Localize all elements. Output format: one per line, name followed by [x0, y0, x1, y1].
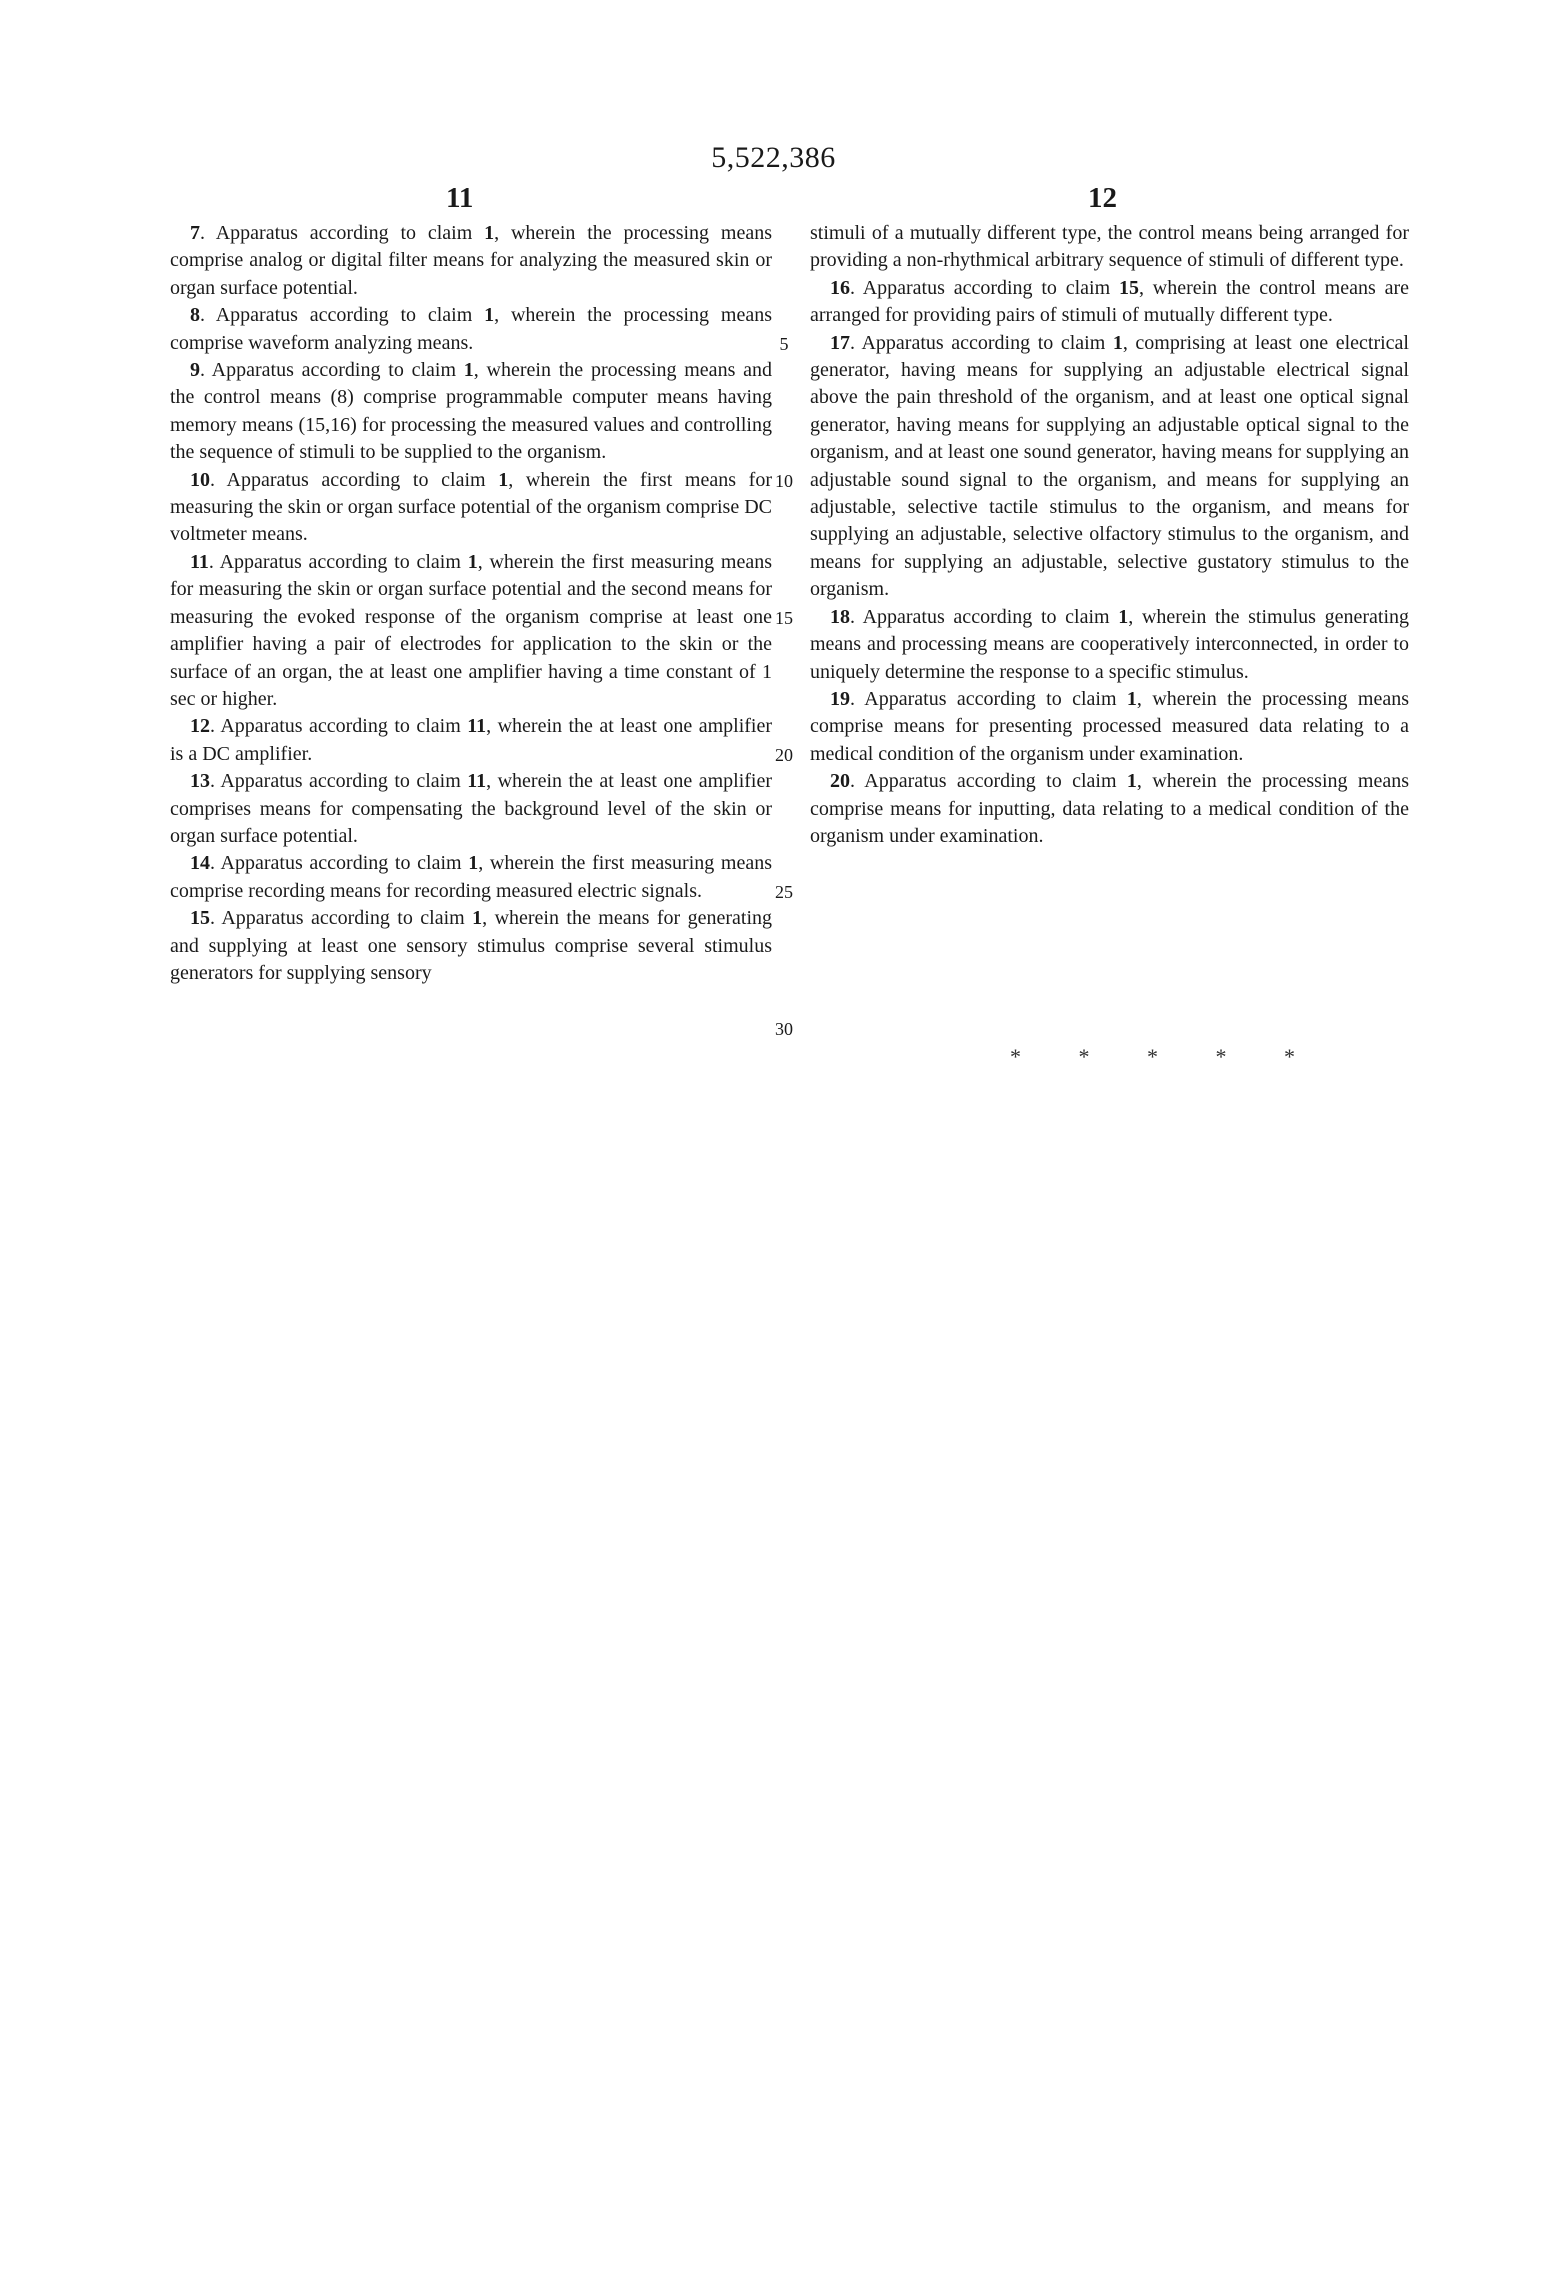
- claim-18: 18. Apparatus according to claim 1, wherein the stimulus generating means and processing means are cooperatively interconnected, in order to uniquely determine the response to a specific stimulus.: [810, 605, 1410, 683]
- claim-15: 15. Apparatus according to claim 1, wherein the means for generating and supplying at least one sensory stimulus comprise several stimulus generators for supplying sensory: [170, 907, 772, 984]
- claim-12: 12. Apparatus according to claim 11, wherein the at least one amplifier is a DC amplifier.: [170, 715, 773, 765]
- claim-17: 17. Apparatus according to claim 1, comprising at least one electrical generator, having means for supplying an adjustable electrical signal above the pain threshold of the organism, and at least one optical signal generator, having means for supplying an adjustable optical signal to the organism, and at least one sound generator, having means for supplying an adjustable sound signal to the organism, and means for supplying an adjustable, selective tactile stimulus to the organism, and means for supplying an adjustable, selective olfactory stimulus to the organism, and means for supplying an adjustable, selective gustatory stimulus to the organism.: [810, 331, 1409, 601]
- claim-9: 9. Apparatus according to claim 1, wherein the processing means and the control means (8) comprise programmable computer means having memory means (15,16) for processing the measured values and controlling the sequence of stimuli to be supplied to the organism.: [170, 359, 772, 464]
- claim-10: 10. Apparatus according to claim 1, wherein the first means for measuring the skin or organ surface potential of the organism comprise DC voltmeter means.: [170, 468, 772, 546]
- claim-20: 20. Apparatus according to claim 1, wherein the processing means comprise means for inputting, data relating to a medical condition of the organism under examination.: [810, 770, 1409, 847]
- claim-14: 14. Apparatus according to claim 1, wherein the first measuring means comprise recording means for recording measured electric signals.: [170, 852, 773, 902]
- line-number-15: 15: [775, 608, 793, 628]
- claim-16: 16. Apparatus according to claim 15, wherein the control means are arranged for providing pairs of stimuli of mutually different type.: [810, 276, 1409, 327]
- claim-7: 7. Apparatus according to claim 1, wherein the processing means comprise analog or digital filter means for analyzing the measured skin or organ surface potential.: [170, 222, 772, 299]
- claim-15-continuation: stimuli of a mutually different type, the control means being arranged for providing a non-rhythmical arbitrary sequence of stimuli of different type.: [810, 222, 1409, 272]
- line-number-5: 5: [779, 334, 789, 354]
- patent-number: 5,522,386: [711, 141, 836, 174]
- claim-19: 19. Apparatus according to claim 1, wherein the processing means comprise means for presenting processed measured data relating to a medical condition of the organism under examination.: [810, 687, 1409, 765]
- claim-13: 13. Apparatus according to claim 11, wherein the at least one amplifier comprises means for compensating the background level of the skin or organ surface potential.: [170, 770, 773, 847]
- line-number-30: 30: [775, 1019, 793, 1039]
- end-of-document-marks: * * * * *: [1010, 1044, 1321, 1069]
- line-number-20: 20: [775, 745, 793, 765]
- claim-8: 8. Apparatus according to claim 1, wherein the processing means comprise waveform analyzing means.: [170, 304, 772, 354]
- claim-11: 11. Apparatus according to claim 1, wherein the first measuring means for measuring the skin or organ surface potential and the second means for measuring the evoked response of the organism comprise at least one amplifier having a pair of electrodes for application to the skin or the surface of an organ, the at least one amplifier having a time constant of 1 sec or higher.: [170, 550, 773, 710]
- right-text-column: [810, 220, 1409, 850]
- right-column-number: 12: [1088, 182, 1117, 214]
- left-text-column: [170, 220, 772, 987]
- line-number-25: 25: [775, 882, 793, 902]
- left-column-number: 11: [446, 182, 474, 214]
- line-number-10: 10: [775, 471, 793, 491]
